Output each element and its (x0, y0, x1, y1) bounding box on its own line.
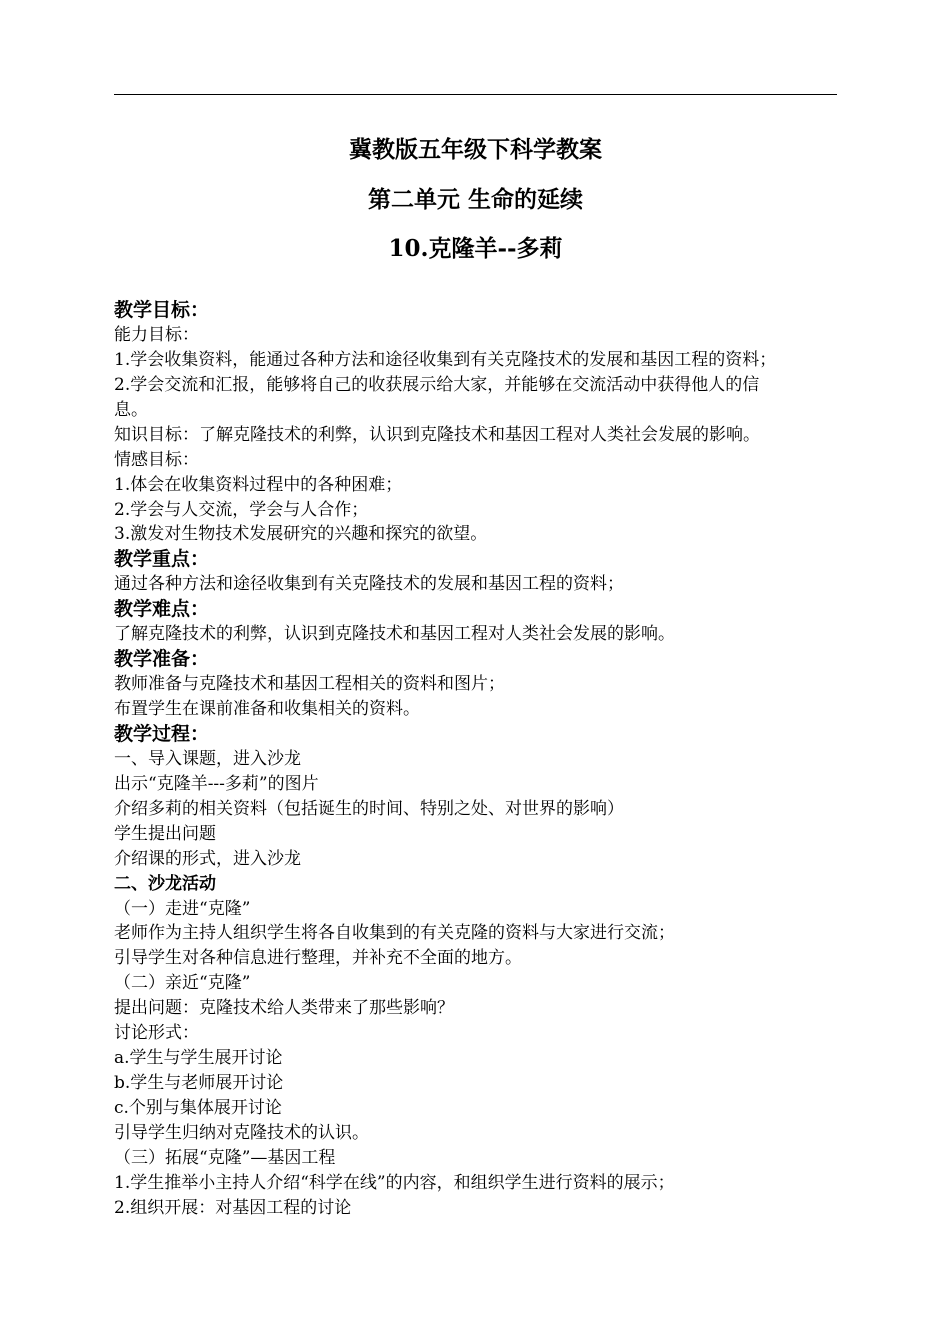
unit-title: 第二单元 生命的延续 (367, 186, 583, 213)
text-line: 1.学生推举小主持人介绍“科学在线”的内容，和组织学生进行资料的展示； (114, 1172, 675, 1193)
text-line: 学生提出问题 (114, 823, 216, 844)
text-line: 2.组织开展：对基因工程的讨论 (114, 1197, 352, 1218)
text-line: 引导学生归纳对克隆技术的认识。 (114, 1122, 369, 1143)
text-line: 引导学生对各种信息进行整理，并补充不全面的地方。 (114, 948, 522, 969)
text-line: 知识目标：了解克隆技术的利弊，认识到克隆技术和基因工程对人类社会发展的影响。 (114, 424, 760, 445)
document-title: 冀教版五年级下科学教案 (349, 136, 602, 163)
section-heading: 教学难点： (114, 598, 210, 621)
section-heading: 教学重点： (114, 548, 210, 571)
document-body (114, 298, 874, 1221)
header-rule (114, 94, 837, 95)
text-line: 3.激发对生物技术发展研究的兴趣和探究的欲望。 (114, 524, 488, 545)
text-line: 通过各种方法和途径收集到有关克隆技术的发展和基因工程的资料； (114, 574, 624, 595)
text-line: 情感目标： (114, 449, 199, 470)
text-line: 介绍课的形式，进入沙龙 (114, 848, 301, 869)
text-line: （三）拓展“克隆”—基因工程 (114, 1147, 336, 1168)
text-line: a.学生与学生展开讨论 (114, 1048, 283, 1069)
subsection-heading: 二、沙龙活动 (114, 873, 216, 894)
text-line: 一、导入课题，进入沙龙 (114, 748, 301, 769)
text-line: 老师作为主持人组织学生将各自收集到的有关克隆的资料与大家进行交流； (114, 923, 675, 944)
text-line: 1.学会收集资料，能通过各种方法和途径收集到有关克隆技术的发展和基因工程的资料； (114, 349, 777, 370)
text-line: 出示“克隆羊---多莉”的图片 (114, 773, 319, 794)
text-line: 2.学会交流和汇报，能够将自己的收获展示给大家，并能够在交流活动中获得他人的信 (114, 374, 760, 395)
text-line: 1.体会在收集资料过程中的各种困难； (114, 474, 403, 495)
text-line: 讨论形式： (114, 1023, 199, 1044)
text-line: 了解克隆技术的利弊，认识到克隆技术和基因工程对人类社会发展的影响。 (114, 624, 675, 645)
text-line: 布置学生在课前准备和收集相关的资料。 (114, 699, 420, 719)
section-heading: 教学过程： (114, 722, 210, 745)
text-line: 介绍多莉的相关资料（包括诞生的时间、特别之处、对世界的影响） (114, 798, 624, 819)
section-heading: 教学目标： (114, 299, 210, 321)
text-line: 息。 (114, 399, 148, 420)
text-line: （一）走进“克隆” (114, 898, 251, 919)
text-line: c.个别与集体展开讨论 (114, 1098, 282, 1118)
text-line: 提出问题：克隆技术给人类带来了那些影响？ (114, 998, 454, 1019)
text-line: （二）亲近“克隆” (114, 973, 251, 994)
section-heading: 教学准备： (114, 648, 210, 671)
text-line: 2.学会与人交流，学会与人合作； (114, 499, 369, 520)
text-line: 能力目标： (114, 324, 199, 345)
text-line: 教师准备与克隆技术和基因工程相关的资料和图片； (114, 674, 505, 695)
text-line: b.学生与老师展开讨论 (114, 1073, 284, 1094)
lesson-title: 10.克隆羊--多莉 (388, 235, 563, 262)
